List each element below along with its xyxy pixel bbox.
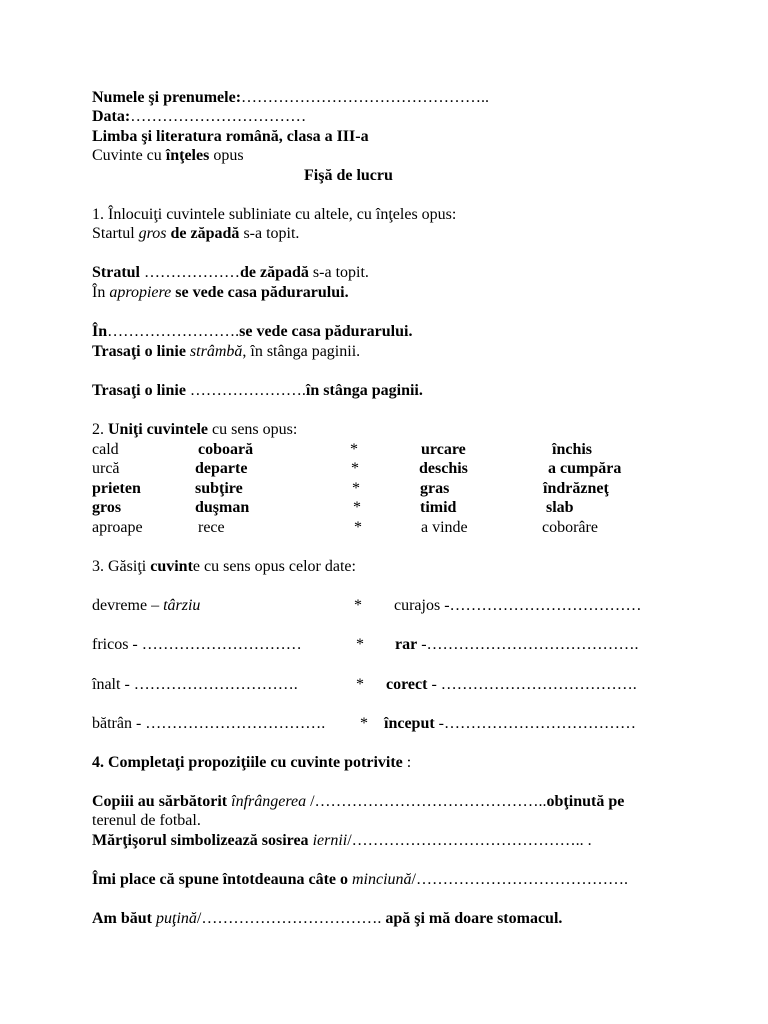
word-cell: prieten (92, 480, 141, 497)
date-line (92, 107, 306, 126)
word-cell: subţire (195, 480, 243, 497)
ex1-answer-3: Trasaţi o linie ………………….în stânga paginii. (92, 382, 423, 399)
answer-blank: ……………… (140, 264, 240, 281)
star-separator: * (354, 519, 362, 536)
word-cell: coborâre (542, 519, 598, 536)
star-separator: * (350, 441, 358, 458)
word-cell: urcare (421, 441, 466, 458)
ex1-sentence-3: Trasaţi o linie strâmbă, în stânga paginii. (92, 343, 361, 360)
page-title: Fişă de lucru (304, 167, 393, 184)
answer-blank: /…………………………………….. . (347, 832, 592, 849)
underlined-word: înfrângerea (231, 793, 307, 810)
underlined-word: gros (138, 225, 167, 242)
word-cell: urcă (92, 460, 120, 477)
underlined-word: minciună (352, 871, 412, 888)
ex3-row-3-left: înalt - …………………………. (92, 676, 298, 693)
ex4-sentence-4: Am băut puţină/……………………………. apă şi mă doare stomacul. (92, 910, 563, 927)
word-cell: a cumpăra (548, 460, 622, 477)
ex1-answer-1: Stratul ………………de zăpadă s-a topit. (92, 264, 369, 281)
ex1-sentence-1: Startul gros de zăpadă s-a topit. (92, 225, 300, 242)
star-separator: * (353, 499, 361, 516)
word-cell: închis (552, 441, 593, 458)
name-label: Numele şi prenumele: (92, 89, 242, 106)
ex3-row-2-right: rar -…………………………………. (395, 636, 639, 653)
underlined-word: apropiere (109, 284, 172, 301)
word-cell: aproape (92, 519, 143, 536)
ex4-sentence-1: Copiii au sărbătorit înfrângerea /……………………………………..obţinută pe (92, 793, 625, 810)
ex1-answer-2: În…………………….se vede casa pădurarului. (92, 323, 413, 340)
word-cell: gras (420, 480, 450, 497)
underlined-word: iernii (312, 832, 348, 849)
underlined-word: puţină (156, 910, 197, 927)
ex3-row-1-left: devreme – târziu (92, 597, 201, 614)
date-blank: …………………………… (130, 108, 307, 125)
ex1-instruction: 1. Înlocuiţi cuvintele subliniate cu altele, cu înţeles opus: (92, 206, 457, 223)
name-blank: ……………………………………….. (241, 89, 490, 106)
ex3-instruction: 3. Găsiţi cuvinte cu sens opus celor date: (92, 558, 356, 575)
star-separator: * (360, 715, 368, 732)
star-separator: * (356, 676, 364, 693)
underlined-word: strâmbă (189, 343, 243, 360)
name-line (92, 88, 489, 107)
ex3-row-4-left: bătrân - ……………………………. (92, 715, 326, 732)
star-separator: * (351, 460, 359, 477)
subject-line: Limba şi literatura română, clasa a III-a (92, 128, 369, 145)
answer-blank: /…………………………………. (411, 871, 628, 888)
word-cell: slab (546, 499, 574, 516)
word-cell: duşman (195, 499, 250, 516)
ex1-sentence-2: În apropiere se vede casa pădurarului. (92, 284, 349, 301)
ex4-instruction: 4. Completaţi propoziţiile cu cuvinte potrivite : (92, 754, 412, 771)
ex4-sentence-3: Îmi place că spune întotdeauna câte o minciună/…………………………………. (92, 871, 628, 888)
ex4-sentence-1-cont: terenul de fotbal. (92, 812, 201, 829)
topic-line: Cuvinte cu înţeles opus (92, 147, 244, 164)
star-separator: * (352, 480, 360, 497)
answer-blank: /……………………………. (196, 910, 386, 927)
word-cell: cald (92, 441, 119, 458)
ex3-row-4-right: început -……………………………… (384, 715, 636, 732)
word-cell: gros (92, 499, 122, 516)
ex2-instruction: 2. Uniţi cuvintele cu sens opus: (92, 421, 298, 438)
ex3-row-2-left: fricos - ………………………… (92, 636, 302, 653)
word-cell: coboară (198, 441, 254, 458)
star-separator: * (356, 636, 364, 653)
answer-blank: ……………………. (107, 323, 240, 340)
word-cell: deschis (419, 460, 468, 477)
word-cell: timid (420, 499, 457, 516)
ex3-row-1-right: curajos -……………………………… (394, 597, 642, 614)
answer-blank: …………………. (189, 382, 306, 399)
word-cell: departe (195, 460, 248, 477)
word-cell: a vinde (421, 519, 468, 536)
ex3-row-3-right: corect - ………………………………. (386, 676, 637, 693)
word-cell: rece (198, 519, 225, 536)
answer-blank: /…………………………………….. (306, 793, 547, 810)
ex4-sentence-2: Mărţişorul simbolizează sosirea iernii/…………………………………….. . (92, 832, 592, 849)
date-label: Data: (92, 108, 131, 125)
word-cell: îndrăzneţ (543, 480, 609, 497)
star-separator: * (354, 597, 362, 614)
